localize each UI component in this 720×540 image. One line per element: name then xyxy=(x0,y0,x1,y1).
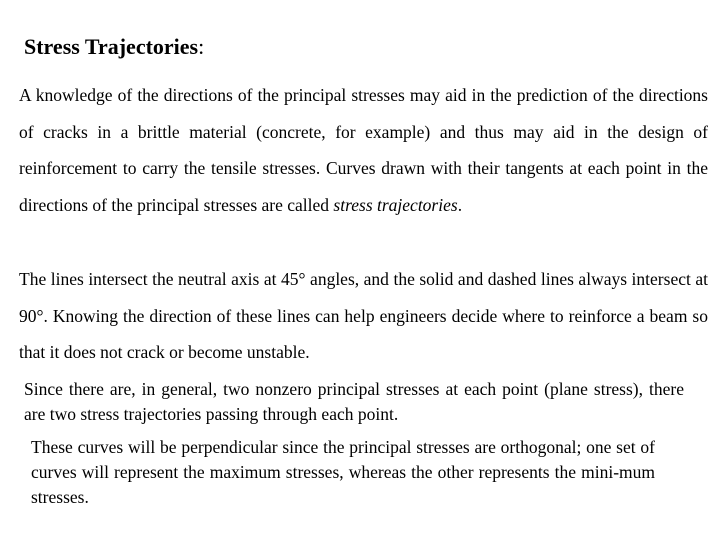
page-title xyxy=(24,32,204,62)
paragraph-two-trajectories: Since there are, in general, two nonzero principal stresses at each point (plane stress), there are two stress trajectories passing through each point. xyxy=(24,379,684,424)
paragraph-neutral-axis: The lines intersect the neutral axis at 45° angles, and the solid and dashed lines always intersect at 90°. Knowing the direction of these lines can help engineers decide where to reinforce a beam so that it does not crack or become unstable. xyxy=(19,269,708,362)
paragraph-perpendicular-curves: These curves will be perpendicular since the principal stresses are orthogonal; one set of curves will represent the maximum stresses, whereas the other represents the mini-mum stresses. xyxy=(31,437,655,507)
paragraph-stress-trajectories-definition xyxy=(19,77,708,223)
title-text: Stress Trajectories xyxy=(24,34,199,59)
title-colon: : xyxy=(198,34,205,59)
paragraph-1-end: . xyxy=(457,194,463,215)
paragraph-1-emphasis: stress trajectories xyxy=(333,194,458,215)
paragraph-1-text: A knowledge of the directions of the principal stresses may aid in the prediction of the directions of cracks in a brittle material (concrete, for example) and thus may aid in the design of reinforcement to carry the tensile stresses. Curves drawn with their tangents at each point in the directions of the principal stresses are called xyxy=(19,85,708,215)
